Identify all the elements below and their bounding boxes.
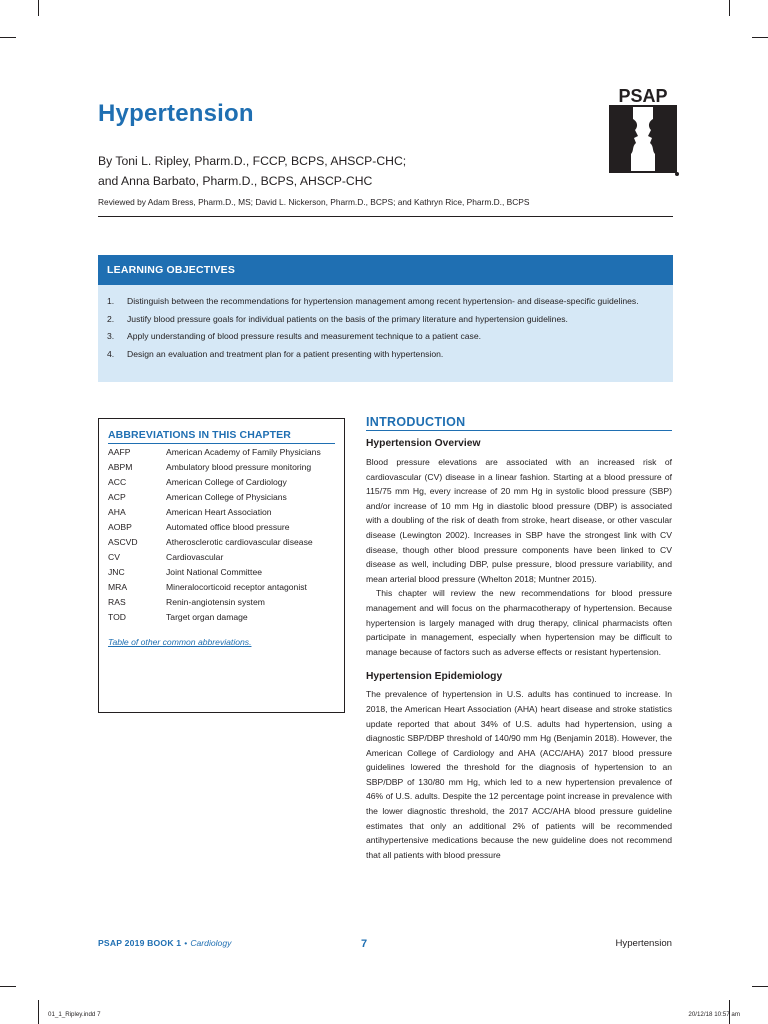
learning-objective [107, 331, 659, 343]
abbreviation-row [108, 522, 335, 533]
objective-text: Distinguish between the recommendations for hypertension management among recent hypertension- and disease-specific guidelines. [127, 296, 639, 306]
abbreviation-code: AOBP [108, 522, 132, 532]
abbreviation-code: AHA [108, 507, 126, 517]
abbreviations-table-link[interactable]: Table of other common abbreviations. [108, 637, 252, 647]
crop-mark [0, 37, 16, 38]
abbreviation-row [108, 462, 335, 473]
overview-heading: Hypertension Overview [366, 438, 481, 449]
abbreviation-row [108, 567, 335, 578]
abbreviation-row [108, 612, 335, 623]
abbreviation-code: ABPM [108, 462, 133, 472]
abbreviation-code: JNC [108, 567, 125, 577]
slug-timestamp: 20/12/18 10:57 am [688, 1011, 740, 1018]
abbreviation-row [108, 447, 335, 458]
abbreviation-definition: American Academy of Family Physicians [166, 447, 321, 457]
reviewers: Reviewed by Adam Bress, Pharm.D., MS; David L. Nickerson, Pharm.D., BCPS; and Kathryn Rice, Pharm.D., BCPS [98, 197, 530, 207]
objective-text: Justify blood pressure goals for individual patients on the basis of the primary literature and hypertension guidelines. [127, 313, 568, 324]
learning-objectives-panel [98, 285, 673, 382]
objective-text: Apply understanding of blood pressure results and measurement technique to a patient case. [127, 331, 481, 341]
footer-book [98, 938, 231, 948]
epidemiology-paragraph: The prevalence of hypertension in U.S. adults has continued to increase. In 2018, the American Heart Association (AHA) heart disease and stroke statistics update reported that about 34% of U.S. adults had hypertension, using a diagnostic SBP/DBP threshold of 140/90 mm Hg (Benjamin 2018). However, the American College of Cardiology and AHA (ACC/AHA) 2017 blood pressure guidelines lowered the threshold for the diagnosis of hypertension to an SBP/DBP of 130/80 mm Hg, which led to a new hypertension prevalence of 46% of U.S. adults. Despite the 12 percentage point increase in prevalence with the lower diagnostic threshold, the 2017 ACC/AHA blood pressure guideline estimates that only an additional 2% of patients will be recommended antihypertensive medications because the new guideline does not recommend that all patients with blood pressure [366, 689, 672, 860]
abbreviation-definition: Joint National Committee [166, 567, 263, 577]
abbreviation-row [108, 582, 335, 593]
learning-objective [107, 314, 659, 326]
abbreviation-code: CV [108, 552, 120, 562]
abbreviation-code: RAS [108, 597, 126, 607]
overview-paragraph: This chapter will review the new recommendations for blood pressure management and will focus on the pharmacotherapy of hypertension. Because hypertension is largely managed with drug therapy, clinical pharmacists often participate in management, especially when hypertension may be difficult to manage because of factors such as adverse effects or resistant hypertension. [366, 588, 672, 657]
objective-text: Design an evaluation and treatment plan for a patient presenting with hypertension. [127, 348, 444, 359]
abbreviation-definition: Ambulatory blood pressure monitoring [166, 462, 312, 472]
crop-mark [752, 986, 768, 987]
page-title: Hypertension [98, 100, 254, 127]
abbreviation-code: TOD [108, 612, 126, 622]
page-number: 7 [361, 938, 368, 950]
introduction-heading: INTRODUCTION [366, 415, 672, 431]
abbreviation-row [108, 492, 335, 503]
psap-logo-icon [607, 86, 679, 178]
abbreviation-definition: Renin-angiotensin system [166, 597, 265, 607]
objective-number: 1. [107, 296, 115, 306]
abbreviation-definition: Mineralocorticoid receptor antagonist [166, 582, 307, 592]
psap-logo [607, 86, 679, 178]
crop-mark [38, 0, 39, 16]
footer-separator: • [184, 938, 188, 948]
learning-objective [107, 296, 659, 308]
abbreviation-code: AAFP [108, 447, 131, 457]
crop-mark [752, 37, 768, 38]
abbreviations-box [98, 418, 345, 713]
epidemiology-heading: Hypertension Epidemiology [366, 671, 503, 683]
abbreviation-definition: Cardiovascular [166, 552, 224, 562]
author-line: By Toni L. Ripley, Pharm.D., FCCP, BCPS, AHSCP-CHC; [98, 154, 407, 168]
abbreviation-code: ACP [108, 492, 126, 502]
abbreviation-code: ASCVD [108, 537, 138, 547]
abbreviation-definition: Automated office blood pressure [166, 522, 290, 532]
crop-mark [729, 0, 730, 16]
author-line: and Anna Barbato, Pharm.D., BCPS, AHSCP-CHC [98, 174, 373, 188]
authors [98, 151, 578, 191]
abbreviation-definition: American College of Physicians [166, 492, 287, 502]
abbreviation-row [108, 507, 335, 518]
abbreviation-code: MRA [108, 582, 128, 592]
objective-number: 3. [107, 331, 115, 341]
abbreviation-definition: Atherosclerotic cardiovascular disease [166, 537, 313, 547]
abbreviation-row [108, 552, 335, 563]
abbreviation-definition: American Heart Association [166, 507, 272, 517]
abbreviation-code: ACC [108, 477, 127, 487]
footer-book-title: PSAP 2019 BOOK 1 [98, 938, 182, 948]
abbreviation-row [108, 537, 335, 548]
abbreviation-row [108, 477, 335, 488]
learning-objectives-heading: LEARNING OBJECTIVES [98, 255, 673, 285]
logo-text: PSAP [618, 86, 668, 106]
learning-objectives-list [107, 296, 659, 360]
running-title: Hypertension [615, 938, 672, 949]
slug-file: 01_1_Ripley.indd 7 [48, 1011, 101, 1018]
header-divider [98, 216, 673, 217]
crop-mark [38, 1000, 39, 1024]
abbreviation-definition: American College of Cardiology [166, 477, 287, 487]
abbreviation-row [108, 597, 335, 608]
overview-paragraph: Blood pressure elevations are associated with an increased risk of cardiovascular (CV) disease in a linear fashion. Starting at a blood pressure of 115/75 mm Hg, every increase of 20 mm Hg in systolic blood pressure (SBP) and/or increase of 10 mm Hg in diastolic blood pressure (DBP) is associated with a doubling of the risk of death from stroke, heart disease, or other vascular disease (Lewington 2002). Increases in SBP have the strongest link with CV disease, though other blood pressure components have been linked to CV disease as well, including DBP, pulse pressure, blood pressure variability, and mean arterial blood pressure (Whelton 2018; Muntner 2015). [366, 457, 672, 584]
abbreviations-list [108, 447, 335, 623]
objective-number: 4. [107, 348, 115, 359]
introduction-section [366, 415, 672, 862]
footer-topic: Cardiology [190, 938, 232, 948]
abbreviation-definition: Target organ damage [166, 612, 248, 622]
crop-mark [0, 986, 16, 987]
objective-number: 2. [107, 313, 115, 324]
abbreviations-heading: ABBREVIATIONS IN THIS CHAPTER [108, 429, 335, 444]
learning-objective [107, 349, 659, 361]
